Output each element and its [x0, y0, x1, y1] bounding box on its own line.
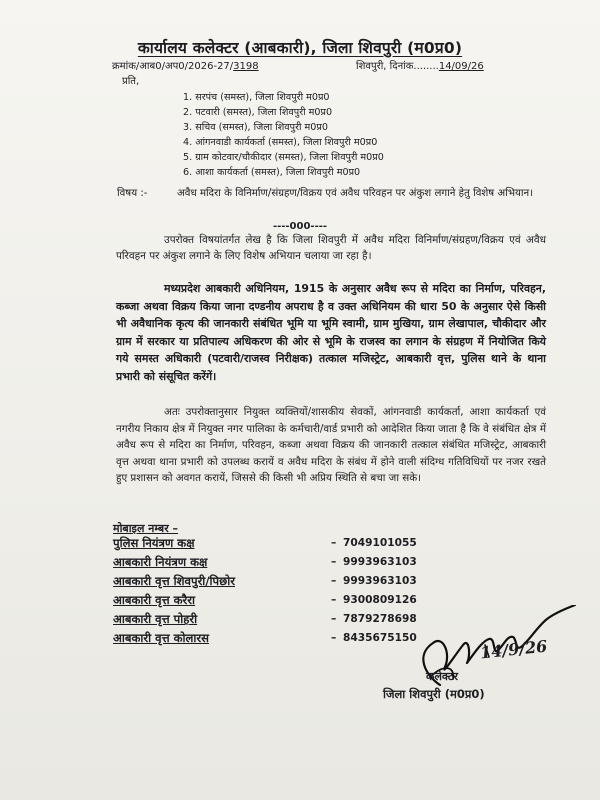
recipient-item: 3. सचिव (समस्त), जिला शिवपुरी म0प्र0: [183, 122, 328, 133]
contact-name: आबकारी वृत्त करैरा: [113, 593, 196, 607]
contact-number-wrap: – 9300809126: [331, 594, 417, 606]
contact-row: [113, 536, 453, 555]
contact-number: 7049101055: [343, 537, 417, 549]
contact-name: आबकारी वृत्त शिवपुरी/पिछोर: [113, 574, 236, 588]
reference-serial: 3198: [233, 61, 259, 72]
office-title: कार्यालय कलेक्टर (आबकारी), जिला शिवपुरी (म0प्र0): [137, 39, 463, 57]
subject-text: अवैध मदिरा के विनिर्माण/संग्रहण/विक्रय एवं अवैध परिवहन पर अंकुश लगाने हेतु विशेष अभियान।: [177, 188, 534, 199]
body-paragraph-1: उपरोक्त विषयांतर्गत लेख है कि जिला शिवपुरी में अवैध मदिरा विनिर्माण/संग्रहण/विक्रय एवं अवैध परिवहन पर अंकुश लगाने के लिए विशेष अभियान चलाया जा रहा है।: [116, 234, 546, 262]
contact-number: 9993963103: [343, 575, 417, 587]
contact-name: आबकारी वृत्त कोलारस: [113, 631, 210, 645]
body-paragraph-3: अतः उपरोक्तानुसार नियुक्त व्यक्तियों/शासकीय सेवकों, आंगनवाडी कार्यकर्ता, आशा कार्यकर्ता एवं नगरीय निकाय क्षेत्र में नियुक्त नगर पालिका के कर्मचारी/वार्ड प्रभारी को आदेशित किया जाता है कि वे संबंधित क्षेत्र में अवैध रूप से मदिरा का निर्माण, परिवहन, कब्जा अथवा विक्रय की जानकारी तत्काल संबंधित मजिस्ट्रेट, आबकारी वृत्त अथवा थाना प्रभारी को उपलब्ध करायें व अवैध मदिरा के संबंध में होने वाली संदिग्ध गतिविधियों पर नजर रखते हुए प्रशासन को अवगत करायें, जिससे की किसी भी अप्रिय स्थिति से बचा जा सके।: [116, 406, 546, 485]
contact-number-wrap: – 9993963103: [331, 575, 417, 587]
recipient-list: [183, 90, 384, 180]
mobile-numbers-heading: मोबाइल नम्बर –: [113, 522, 179, 535]
district-line: जिला शिवपुरी (म0प्र0): [383, 687, 485, 701]
contact-row: [113, 574, 453, 593]
contact-number: 7879278698: [343, 613, 417, 625]
recipient-item: 6. आशा कार्यकर्ता (समस्त), जिला शिवपुरी म0प्र0: [183, 167, 361, 178]
recipient-item: 5. ग्राम कोटवार/चौकीदार (समस्त), जिला शिवपुरी म0प्र0: [183, 152, 384, 163]
place-date-label: शिवपुरी, दिनांक: [356, 61, 414, 72]
contact-number-wrap: – 9993963103: [331, 556, 417, 568]
recipient-item: 4. आंगनवाडी कार्यकर्ता (समस्त), जिला शिवपुरी म0प्र0: [183, 137, 378, 148]
contact-number: 8435675150: [343, 632, 417, 644]
contact-number-wrap: – 8435675150: [331, 632, 417, 644]
recipient-item: 1. सरपंच (समस्त), जिला शिवपुरी म0प्र0: [183, 92, 330, 103]
separator: ----000----: [272, 221, 328, 232]
body-paragraph-2: मध्यप्रदेश आबकारी अधिनियम, 1915 के अनुसार अवैध रूप से मदिरा का निर्माण, परिवहन, कब्जा अथवा विक्रय किया जाना दण्डनीय अपराध है व उक्त अधिनियम की धारा 50 के अनुसार ऐसे किसी भी अवैधानिक कृत्य की जानकारी संबंधित भूमि या भूमि स्वामी, ग्राम मुखिया, ग्राम लेखापाल, चौकीदार और ग्राम में सरकार या प्रतिपाल्य अधिकरण की ओर से भूमि के राजस्व का लगान के संग्रहण में नियोजित किये गये समस्त अधिकारी (पटवारी/राजस्व निरीक्षक) तत्काल मजिस्ट्रेट, आबकारी वृत्त, पुलिस थाने के थाना प्रभारी को संसूचित करेंगें।: [116, 282, 546, 383]
letter-date: 14/09/26: [438, 61, 484, 72]
contact-name: पुलिस नियंत्रण कक्ष: [113, 536, 195, 550]
reference-number: [112, 58, 259, 72]
contact-name: आबकारी नियंत्रण कक्ष: [113, 555, 208, 569]
contact-number-wrap: – 7049101055: [331, 537, 417, 549]
designation: कलेक्टर: [426, 670, 458, 683]
contact-number: 9993963103: [343, 556, 417, 568]
place-and-date: शिवपुरी, दिनांक........14/09/26: [356, 61, 484, 72]
contact-number-wrap: – 7879278698: [331, 613, 417, 625]
contact-number: 9300809126: [343, 594, 417, 606]
recipient-item: 2. पटवारी (समस्त), जिला शिवपुरी म0प्र0: [183, 107, 333, 118]
contact-name: आबकारी वृत्त पोहरी: [113, 612, 198, 626]
reference-prefix: क्रमांक/आब0/अप0/2026-27/: [112, 61, 234, 72]
contact-row: [113, 555, 453, 574]
subject-label: विषय :-: [117, 188, 148, 199]
to-label: प्रति,: [122, 76, 140, 87]
signature-date: 14/9/26: [479, 636, 549, 663]
